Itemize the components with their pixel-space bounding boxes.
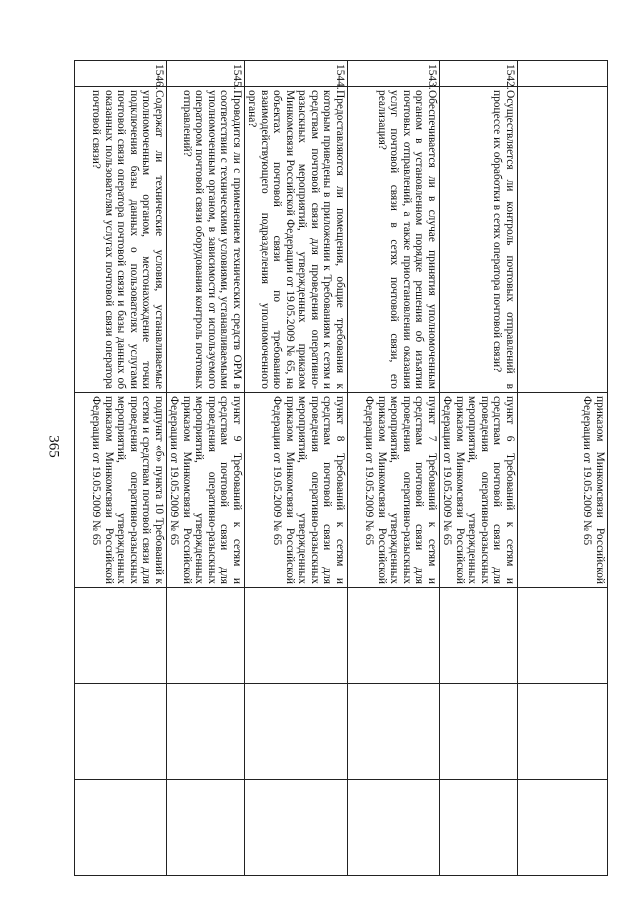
question-cell: Проводится ли с применением технических средств ОРМ в соответствии с техническими условиями, устанавливаемыми уполномоченным органом, в зависимости от используемого оператором почтовой связи оборудования контроль почтовых отправлений? — [167, 87, 245, 393]
rotated-document-content — [88, 60, 608, 875]
table-row — [518, 61, 608, 876]
row-number: 1546. — [75, 61, 167, 87]
reference-cell: пункт 7 Требований к сетям и средствам почтовой связи для проведения оперативно-разыскных мероприятий, утвержденных приказом Минкомсвязи Российской Федерации от 19.05.2009 № 65 — [348, 393, 440, 588]
table-row — [245, 61, 348, 876]
answer-cell — [348, 588, 440, 684]
row-number: 1544. — [245, 61, 348, 87]
reference-cell: пункт 9 Требований к сетям и средствам почтовой связи для проведения оперативно-разыскных мероприятий, утвержденных приказом Минкомсвязи Российской Федерации от 19.05.2009 № 65 — [167, 393, 245, 588]
reference-cell: подпункт «б» пункта 10 Требований к сетям и средствам почтовой связи для проведения оперативно-разыскных мероприятий, утвержденных приказом Минкомсвязи Российской Федерации от 19.05.2009 № 65 — [75, 393, 167, 588]
reference-cell: пункт 6 Требований к сетям и средствам почтовой связи для проведения оперативно-разыскных мероприятий, утвержденных приказом Минкомсвязи Российской Федерации от 19.05.2009 № 65 — [440, 393, 518, 588]
note-cell — [518, 780, 608, 876]
note-cell — [440, 780, 518, 876]
table-row — [348, 61, 440, 876]
row-number: 1542. — [440, 61, 518, 87]
note-cell — [75, 780, 167, 876]
note-cell — [167, 780, 245, 876]
answer-cell — [348, 684, 440, 780]
question-cell: Обеспечивается ли в случае принятия уполномоченным органом в установленном порядке решения об изъятии почтовых отправлений, а также приостановлении оказания услуг почтовой связи в сетях почтовой связи, его реализация? — [348, 87, 440, 393]
question-cell: Предоставляются ли помещения, общие требования к которым приведены в приложении к Требованиям к сетям и средствам почтовой связи для проведения оперативно-разыскных мероприятий, утвержденных приказом Минкомсвязи Российской Федерации от 19.05.2009 № 65, на объектах почтовой связи по требованию взаимодействующего подразделения уполномоченного органа? — [245, 87, 348, 393]
page-number: 365 — [45, 435, 62, 458]
answer-cell — [75, 588, 167, 684]
reference-cell: приказом Минкомсвязи Российской Федерации от 19.05.2009 № 65 — [518, 393, 608, 588]
answer-cell — [245, 684, 348, 780]
reference-cell: пункт 8 Требований к сетям и средствам почтовой связи для проведения оперативно-разыскных мероприятий, утвержденных приказом Минкомсвязи Российской Федерации от 19.05.2009 № 65 — [245, 393, 348, 588]
answer-cell — [167, 588, 245, 684]
answer-cell — [167, 684, 245, 780]
row-number: 1543. — [348, 61, 440, 87]
table-row — [75, 61, 167, 876]
question-cell: Осуществляется ли контроль почтовых отправлений в процессе их обработки в сетях оператора почтовой связи? — [440, 87, 518, 393]
checklist-table — [74, 60, 608, 876]
note-cell — [245, 780, 348, 876]
answer-cell — [245, 588, 348, 684]
table-row — [440, 61, 518, 876]
row-number: 1545. — [167, 61, 245, 87]
row-number — [518, 61, 608, 87]
answer-cell — [440, 684, 518, 780]
note-cell — [348, 780, 440, 876]
answer-cell — [518, 588, 608, 684]
question-cell: Содержат ли технические условия, устанавливаемые уполномоченным органом, местонахождение точки подключения базы данных о пользователях услугами почтовой связи оператора почтовой связи и базы данных об оказанных пользователям услугах почтовой связи оператора почтовой связи? — [75, 87, 167, 393]
question-cell — [518, 87, 608, 393]
answer-cell — [518, 684, 608, 780]
answer-cell — [440, 588, 518, 684]
table-row — [167, 61, 245, 876]
answer-cell — [75, 684, 167, 780]
